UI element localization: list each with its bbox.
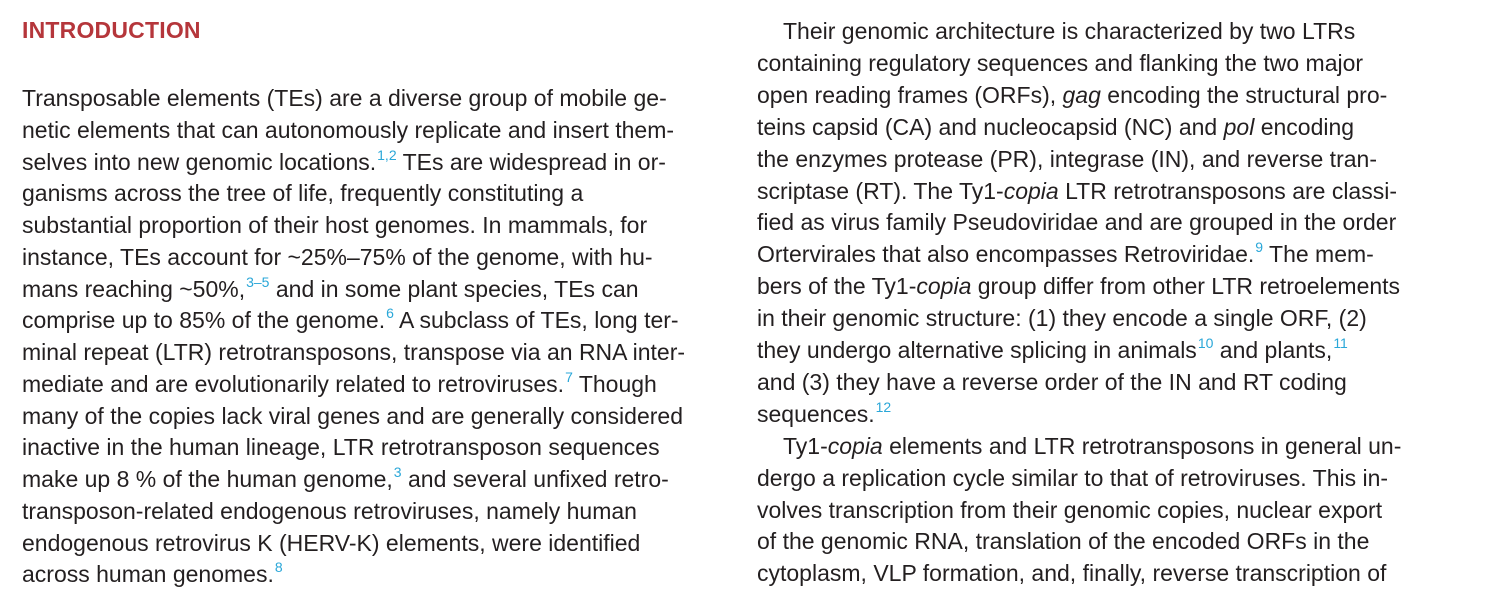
text-run: group differ from other LTR retroelements bbox=[971, 273, 1401, 300]
citation-link[interactable]: 9 bbox=[1255, 239, 1264, 256]
left_column-line bbox=[22, 558, 283, 590]
text-run: LTR retrotransposons are classi- bbox=[1058, 177, 1397, 204]
right_column-line bbox=[757, 525, 1369, 557]
text-run: Their genomic architecture is characterized by two LTRs bbox=[783, 18, 1356, 44]
citation-link[interactable]: 3 bbox=[393, 464, 402, 480]
text-run: transposon-related endogenous retroviruses, namely human bbox=[22, 497, 637, 524]
italic-term: pol bbox=[1223, 113, 1255, 140]
left_column-line bbox=[22, 209, 647, 241]
left_column-line bbox=[22, 114, 674, 146]
text-run: in their genomic structure: (1) they encode a single ORF, (2) bbox=[757, 305, 1367, 332]
text-run: ganisms across the tree of life, frequently constituting a bbox=[22, 180, 584, 207]
citation-link[interactable]: 8 bbox=[274, 559, 283, 576]
right_column-line bbox=[757, 238, 1374, 270]
italic-term: copia bbox=[827, 432, 883, 459]
right_column-line bbox=[757, 175, 1397, 207]
citation-link[interactable]: 11 bbox=[1333, 335, 1348, 351]
text-run: they undergo alternative splicing in animals bbox=[757, 337, 1197, 363]
text-run: encoding the structural pro- bbox=[1100, 81, 1388, 108]
section-heading: INTRODUCTION bbox=[22, 17, 201, 43]
text-run: of the genomic RNA, translation of the encoded ORFs in the bbox=[757, 528, 1370, 555]
citation-link[interactable]: 1,2 bbox=[377, 146, 397, 163]
text-run: TEs are widespread in or- bbox=[396, 148, 666, 175]
text-run: Though bbox=[572, 370, 657, 397]
text-run: scriptase (RT). The Ty1- bbox=[757, 177, 1004, 204]
right_column-line bbox=[757, 366, 1347, 398]
text-run: comprise up to 85% of the genome. bbox=[22, 307, 386, 334]
text-run: dergo a replication cycle similar to that of retroviruses. This in- bbox=[757, 464, 1389, 491]
left_column-line bbox=[22, 495, 637, 527]
text-run: volves transcription from their genomic copies, nuclear export bbox=[757, 496, 1383, 523]
text-run: netic elements that can autonomously replicate and insert them- bbox=[22, 116, 675, 143]
italic-term: gag bbox=[1062, 81, 1101, 108]
text-run: selves into new genomic locations. bbox=[22, 148, 377, 175]
italic-term: copia bbox=[916, 273, 972, 300]
text-run: mediate and are evolutionarily related to retroviruses. bbox=[22, 370, 565, 397]
right_column-line bbox=[757, 143, 1377, 175]
text-run: sequences. bbox=[757, 400, 875, 427]
text-run: many of the copies lack viral genes and are generally considered bbox=[22, 402, 683, 429]
text-run: The mem- bbox=[1263, 241, 1374, 268]
left_column-line bbox=[22, 527, 640, 559]
text-run: and (3) they have a reverse order of the IN and RT coding bbox=[757, 368, 1347, 395]
right_column-line bbox=[757, 557, 1386, 589]
right_column-line bbox=[757, 206, 1396, 238]
right_column-line bbox=[757, 111, 1354, 143]
text-run: A subclass of TEs, long ter- bbox=[393, 307, 679, 334]
right_column-line bbox=[757, 398, 891, 430]
citation-link[interactable]: 10 bbox=[1197, 335, 1214, 351]
text-run: containing regulatory sequences and flanking the two major bbox=[757, 49, 1364, 76]
right_column-line bbox=[757, 430, 1401, 462]
left_column-line bbox=[22, 368, 657, 400]
right_column-line bbox=[757, 334, 1348, 366]
text-run: open reading frames (ORFs), bbox=[757, 81, 1063, 108]
left_column-line bbox=[22, 336, 685, 368]
text-run: make up 8 % of the human genome, bbox=[22, 466, 393, 492]
right_column-line bbox=[757, 47, 1363, 79]
right_column-line bbox=[757, 302, 1367, 334]
text-run: minal repeat (LTR) retrotransposons, transpose via an RNA inter- bbox=[22, 339, 686, 365]
text-run: the enzymes protease (PR), integrase (IN), and reverse tran- bbox=[757, 145, 1377, 172]
text-run: and several unfixed retro- bbox=[401, 466, 669, 492]
right_column-line bbox=[757, 15, 1355, 47]
text-run: and in some plant species, TEs can bbox=[269, 275, 639, 302]
left_column-line bbox=[22, 241, 653, 273]
text-run: Ortervirales that also encompasses Retroviridae. bbox=[757, 241, 1255, 268]
text-run: teins capsid (CA) and nucleocapsid (NC) and bbox=[757, 113, 1224, 140]
left_column-line bbox=[22, 177, 583, 209]
text-run: encoding bbox=[1254, 113, 1355, 140]
right_column-line bbox=[757, 270, 1400, 302]
citation-link[interactable]: 7 bbox=[565, 368, 573, 385]
left_column-line bbox=[22, 400, 683, 432]
left_column-line bbox=[22, 146, 666, 178]
citation-link[interactable]: 6 bbox=[386, 305, 394, 322]
text-run: and plants, bbox=[1213, 337, 1333, 363]
text-run: endogenous retrovirus K (HERV-K) elements, were identified bbox=[22, 529, 641, 556]
right_column-line bbox=[757, 494, 1382, 526]
left_column-line bbox=[22, 273, 639, 305]
text-run: elements and LTR retrotransposons in general un- bbox=[882, 432, 1402, 459]
text-run: across human genomes. bbox=[22, 561, 274, 588]
text-run: mans reaching ~50%, bbox=[22, 275, 246, 302]
text-run: substantial proportion of their host genomes. In mammals, for bbox=[22, 212, 648, 238]
left_column-line bbox=[22, 82, 667, 114]
text-run: Ty1- bbox=[783, 432, 828, 459]
left_column-line bbox=[22, 304, 679, 336]
citation-link[interactable]: 3–5 bbox=[246, 273, 270, 290]
left_column-line bbox=[22, 431, 660, 463]
text-run: inactive in the human lineage, LTR retrotransposon sequences bbox=[22, 434, 660, 461]
text-run: Transposable elements (TEs) are a diverse group of mobile ge- bbox=[22, 85, 667, 111]
text-run: cytoplasm, VLP formation, and, finally, reverse transcription of bbox=[757, 560, 1387, 587]
left_column-line bbox=[22, 463, 669, 495]
citation-link[interactable]: 12 bbox=[875, 398, 892, 415]
text-run: instance, TEs account for ~25%–75% of the genome, with hu- bbox=[22, 243, 653, 270]
italic-term: copia bbox=[1003, 177, 1059, 204]
right_column-line bbox=[757, 79, 1387, 111]
text-run: bers of the Ty1- bbox=[757, 273, 917, 300]
text-run: fied as virus family Pseudoviridae and are grouped in the order bbox=[757, 209, 1397, 236]
right_column-line bbox=[757, 462, 1388, 494]
